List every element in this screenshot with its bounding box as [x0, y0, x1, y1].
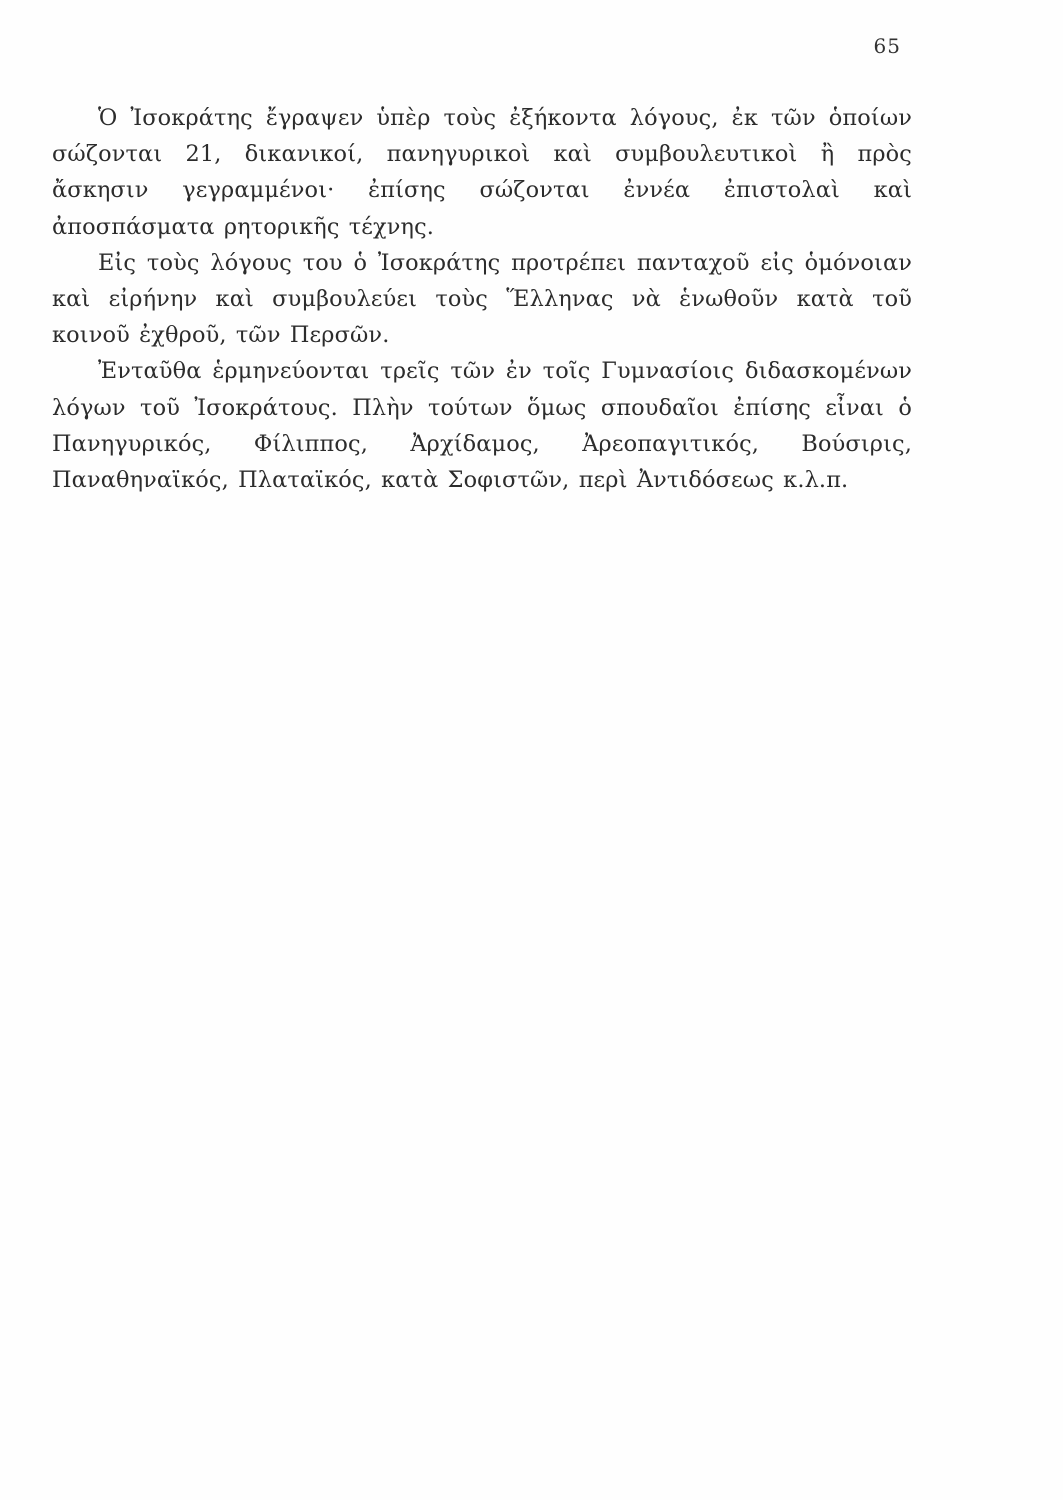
body-text — [52, 100, 912, 498]
paragraph-speeches: Ἐνταῦθα ἑρμηνεύονται τρεῖς τῶν ἐν τοῖς Γυμνασίοις διδασκομένων λόγων τοῦ Ἰσοκράτους. Πλὴν τούτων ὅμως σπουδαῖοι ἐπίσης εἶναι ὁ Πανηγυρικός, Φίλιππος, Ἀρχίδαμος, Ἀρεοπαγιτικός, Βούσιρις, Παναθηναϊκός, Πλαταϊκός, κατὰ Σοφιστῶν, περὶ Ἀντιδόσεως κ.λ.π. — [52, 358, 912, 494]
paragraph-works: Ὁ Ἰσοκράτης ἔγραψεν ὑπὲρ τοὺς ἐξήκοντα λόγους, ἐκ τῶν ὁποίων σώζονται 21, δικανικοί, πανηγυρικοὶ καὶ συμβουλευτικοὶ ἢ πρὸς ἄσκησιν γεγραμμένοι· ἐπίσης σώζονται ἐννέα ἐπιστολαὶ καὶ ἀποσπάσματα ρητορικῆς τέχνης. — [52, 105, 912, 240]
paragraph-themes: Εἰς τοὺς λόγους του ὁ Ἰσοκράτης προτρέπει πανταχοῦ εἰς ὁμόνοιαν καὶ εἰρήνην καὶ συμβουλεύει τοὺς Ἕλληνας νὰ ἑνωθοῦν κατὰ τοῦ κοινοῦ ἐχθροῦ, τῶν Περσῶν. — [52, 249, 912, 349]
page-number: 65 — [873, 34, 901, 58]
